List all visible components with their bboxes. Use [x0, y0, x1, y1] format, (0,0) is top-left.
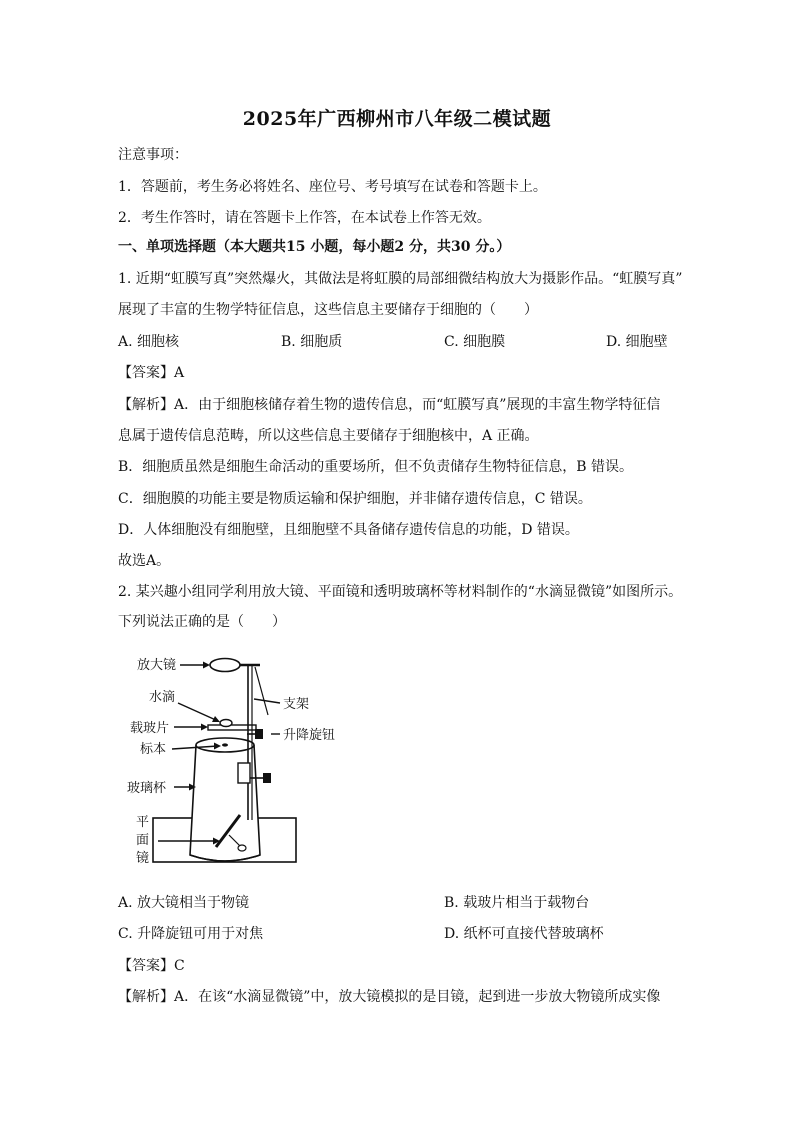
water-drop-microscope-figure [118, 645, 378, 885]
q2-analysis-line-1: 【解析】A．在该“水滴显微镜”中，放大镜模拟的是目镜，起到进一步放大物镜所成实像 [118, 989, 661, 1005]
lift-knob-lower [263, 773, 271, 783]
label-mirror-3: 镜 [136, 851, 150, 866]
q2-option-a: A. 放大镜相当于物镜 [118, 895, 250, 911]
stand-clamp [238, 763, 250, 783]
label-specimen: 标本 [140, 742, 167, 757]
q1-analysis-line-4: C．细胞膜的功能主要是物质运输和保护细胞，并非储存遗传信息，C 错误。 [118, 491, 592, 507]
page-title: 2025年广西柳州市八年级二模试题 [242, 108, 552, 130]
magnifier-lens [210, 659, 240, 672]
label-magnifier: 放大镜 [137, 658, 177, 673]
q1-option-b: B. 细胞质 [281, 334, 343, 350]
label-stand: 支架 [283, 697, 310, 712]
label-mirror-1: 平 [136, 815, 150, 830]
notice-item-2: 2．考生作答时，请在答题卡上作答，在本试卷上作答无效。 [118, 210, 491, 226]
section-heading: 一、单项选择题（本大题共15 小题，每小题2 分，共30 分。） [118, 239, 511, 255]
q1-stem-line-1: 1. 近期“虹膜写真”突然爆火，其做法是将虹膜的局部细微结构放大为摄影作品。“虹膜写真” [118, 271, 683, 287]
q1-option-a: A. 细胞核 [118, 334, 180, 350]
specimen-mark [222, 743, 228, 746]
q2-option-b: B. 载玻片相当于载物台 [444, 895, 590, 911]
q1-option-d: D. 细胞壁 [606, 334, 668, 350]
label-mirror-2: 面 [136, 833, 150, 848]
notice-heading: 注意事项： [118, 147, 188, 163]
label-water-drop: 水滴 [149, 690, 176, 705]
q1-analysis-line-2: 息属于遗传信息范畴，所以这些信息主要储存于细胞核中，A 正确。 [118, 428, 539, 444]
notice-item-1: 1．答题前，考生务必将姓名、座位号、考号填写在试卷和答题卡上。 [118, 179, 547, 195]
q1-analysis-line-5: D．人体细胞没有细胞壁，且细胞壁不具备储存遗传信息的功能，D 错误。 [118, 522, 579, 538]
microscope-diagram [118, 645, 378, 885]
q1-analysis-line-3: B．细胞质虽然是细胞生命活动的重要场所，但不负责储存生物特征信息，B 错误。 [118, 459, 634, 475]
q1-answer: 【答案】A [118, 365, 185, 381]
q2-option-d: D. 纸杯可直接代替玻璃杯 [444, 926, 604, 942]
label-glass: 玻璃杯 [127, 781, 167, 796]
q2-stem-line-1: 2. 某兴趣小组同学利用放大镜、平面镜和透明玻璃杯等材料制作的“水滴显微镜”如图所示。 [118, 584, 683, 600]
q1-analysis-line-1: 【解析】A．由于细胞核储存着生物的遗传信息，而“虹膜写真”展现的丰富生物学特征信 [118, 397, 661, 413]
label-slide: 载玻片 [130, 721, 170, 736]
water-drop [220, 720, 232, 727]
q2-answer: 【答案】C [118, 958, 185, 974]
q1-option-c: C. 细胞膜 [444, 334, 506, 350]
lift-knob-upper [255, 729, 263, 739]
q2-stem-line-2: 下列说法正确的是（ ） [118, 614, 286, 630]
q2-option-c: C. 升降旋钮可用于对焦 [118, 926, 264, 942]
q1-analysis-line-6: 故选A。 [118, 553, 171, 569]
label-knob: 升降旋钮 [283, 728, 336, 743]
q1-stem-line-2: 展现了丰富的生物学特征信息，这些信息主要储存于细胞的（ ） [118, 302, 538, 318]
